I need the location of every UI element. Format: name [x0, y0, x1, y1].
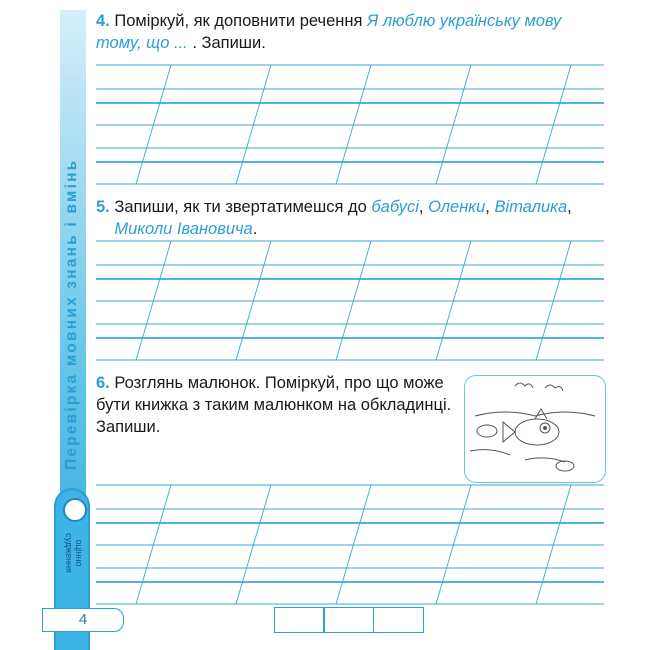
fish-illustration — [464, 375, 606, 483]
circle-icon — [63, 498, 87, 522]
writing-lines-5[interactable] — [96, 236, 608, 361]
fish-icon — [465, 376, 605, 482]
task-4: 4. Поміркуй, як доповнити речення Я люблю українську мову тому, що ... . Запиши. — [96, 12, 562, 52]
writing-lines-4[interactable] — [96, 60, 608, 185]
score-box[interactable] — [274, 607, 325, 633]
score-boxes — [275, 607, 424, 633]
score-box[interactable] — [373, 607, 424, 633]
writing-lines-6[interactable] — [96, 480, 608, 605]
task-5: 5. Запиши, як ти звертатимешся до бабусі, Оленки, Віталика, Миколи Івановича. — [96, 198, 572, 238]
score-box[interactable] — [323, 607, 374, 633]
page-number: 4 — [42, 608, 124, 632]
tab-label: оцінно судження — [64, 533, 84, 573]
task-6: 6. Розглянь малюнок. Поміркуй, про що може бути книжка з таким малюнком на обкладинці. Запиши. — [96, 374, 452, 436]
